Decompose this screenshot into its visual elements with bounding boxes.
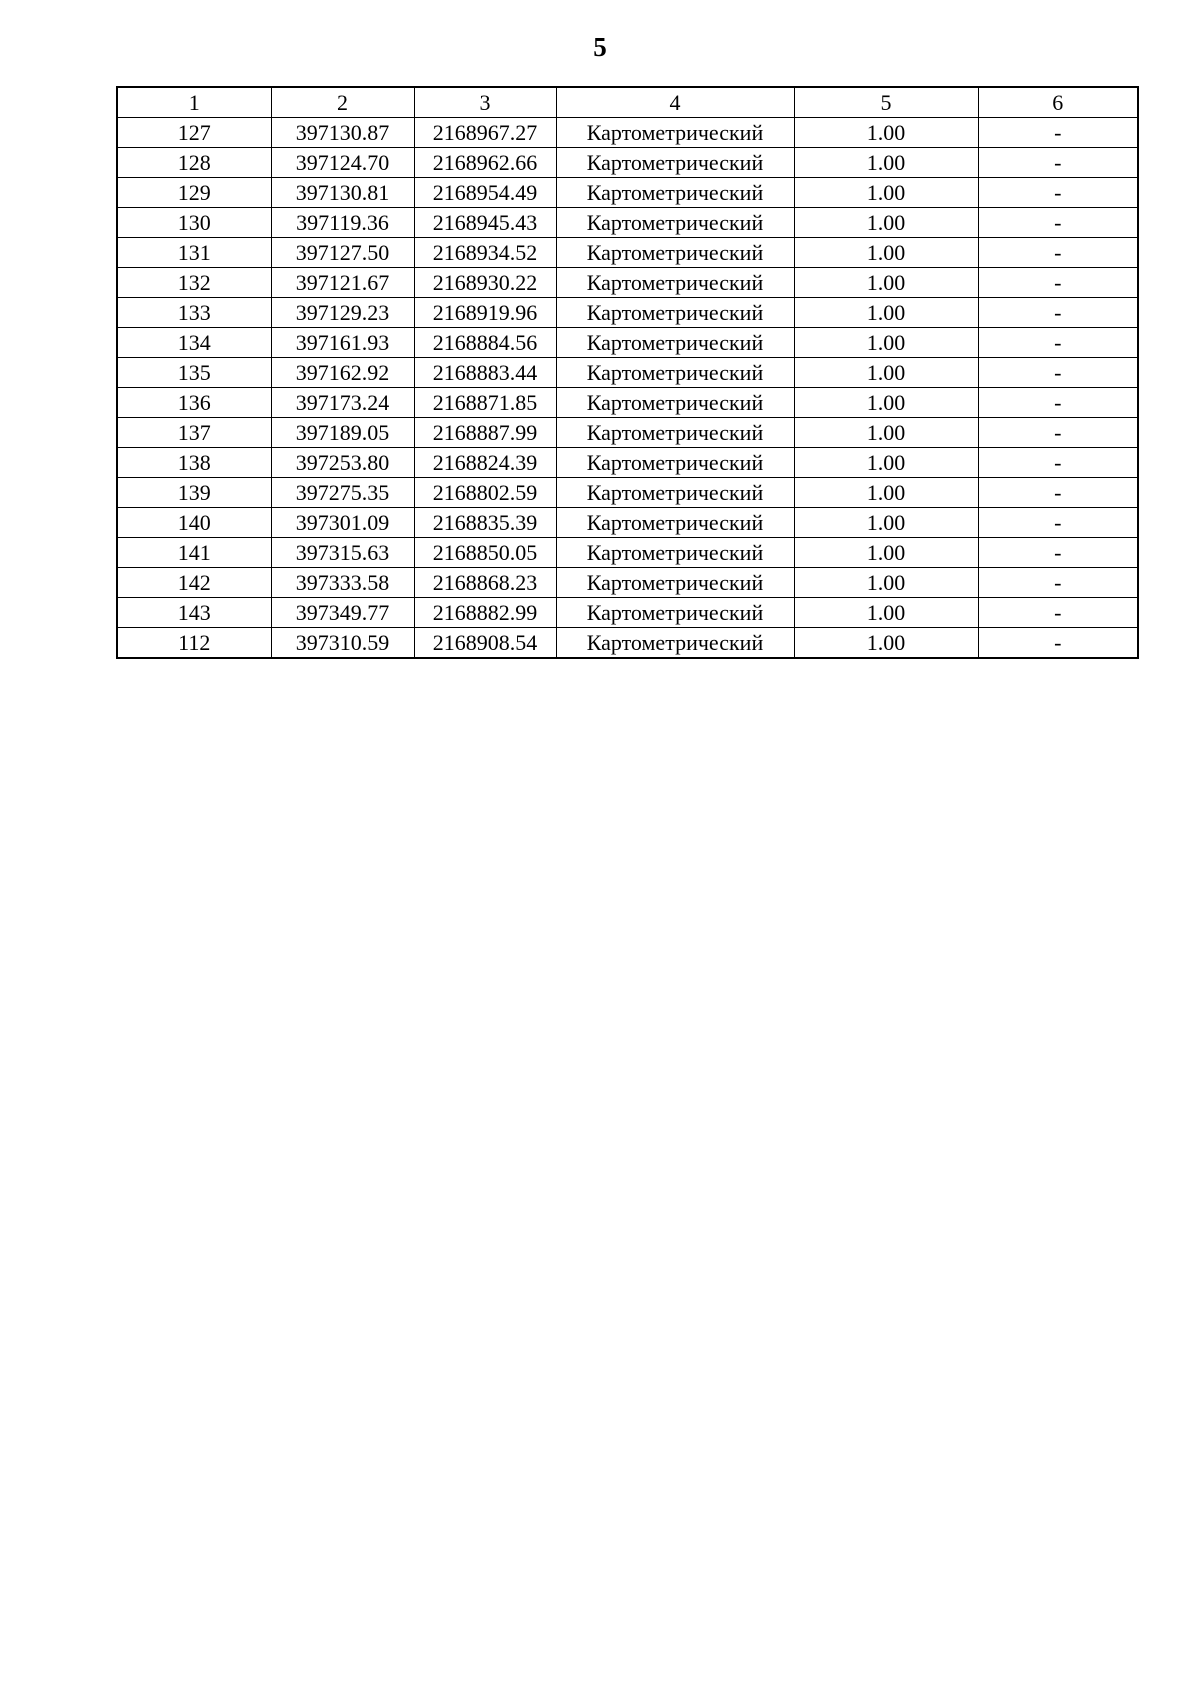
table-row xyxy=(117,478,1138,508)
cell-note: - xyxy=(978,268,1138,298)
table-row xyxy=(117,448,1138,478)
cell-note: - xyxy=(978,238,1138,268)
cell-coord-y: 2168954.49 xyxy=(414,178,556,208)
cell-accuracy: 1.00 xyxy=(794,118,978,148)
cell-note: - xyxy=(978,418,1138,448)
cell-coord-y: 2168871.85 xyxy=(414,388,556,418)
cell-method: Картометрический xyxy=(556,118,794,148)
cell-accuracy: 1.00 xyxy=(794,268,978,298)
cell-coord-x: 397124.70 xyxy=(271,148,414,178)
cell-method: Картометрический xyxy=(556,268,794,298)
cell-method: Картометрический xyxy=(556,628,794,659)
cell-coord-y: 2168850.05 xyxy=(414,538,556,568)
cell-coord-x: 397189.05 xyxy=(271,418,414,448)
cell-point-number: 137 xyxy=(117,418,271,448)
cell-coord-x: 397130.81 xyxy=(271,178,414,208)
cell-point-number: 141 xyxy=(117,538,271,568)
header-cell: 2 xyxy=(271,87,414,118)
cell-coord-x: 397253.80 xyxy=(271,448,414,478)
cell-coord-x: 397162.92 xyxy=(271,358,414,388)
cell-note: - xyxy=(978,178,1138,208)
cell-accuracy: 1.00 xyxy=(794,388,978,418)
cell-coord-y: 2168887.99 xyxy=(414,418,556,448)
cell-coord-x: 397161.93 xyxy=(271,328,414,358)
table-row xyxy=(117,118,1138,148)
cell-coord-y: 2168930.22 xyxy=(414,268,556,298)
cell-point-number: 129 xyxy=(117,178,271,208)
cell-coord-x: 397130.87 xyxy=(271,118,414,148)
cell-method: Картометрический xyxy=(556,598,794,628)
table-header xyxy=(117,87,1138,118)
cell-coord-y: 2168835.39 xyxy=(414,508,556,538)
cell-point-number: 132 xyxy=(117,268,271,298)
table-row xyxy=(117,628,1138,659)
cell-coord-y: 2168945.43 xyxy=(414,208,556,238)
cell-point-number: 128 xyxy=(117,148,271,178)
cell-coord-x: 397119.36 xyxy=(271,208,414,238)
table-row xyxy=(117,208,1138,238)
cell-point-number: 136 xyxy=(117,388,271,418)
cell-accuracy: 1.00 xyxy=(794,358,978,388)
header-cell: 6 xyxy=(978,87,1138,118)
cell-coord-y: 2168884.56 xyxy=(414,328,556,358)
cell-method: Картометрический xyxy=(556,208,794,238)
cell-method: Картометрический xyxy=(556,568,794,598)
cell-point-number: 142 xyxy=(117,568,271,598)
cell-accuracy: 1.00 xyxy=(794,298,978,328)
cell-note: - xyxy=(978,538,1138,568)
table-row xyxy=(117,238,1138,268)
cell-accuracy: 1.00 xyxy=(794,628,978,659)
cell-point-number: 131 xyxy=(117,238,271,268)
table-row xyxy=(117,508,1138,538)
cell-accuracy: 1.00 xyxy=(794,508,978,538)
table-row xyxy=(117,418,1138,448)
cell-point-number: 139 xyxy=(117,478,271,508)
cell-method: Картометрический xyxy=(556,448,794,478)
header-cell: 4 xyxy=(556,87,794,118)
cell-coord-y: 2168919.96 xyxy=(414,298,556,328)
cell-accuracy: 1.00 xyxy=(794,238,978,268)
cell-coord-x: 397333.58 xyxy=(271,568,414,598)
cell-method: Картометрический xyxy=(556,298,794,328)
cell-coord-x: 397349.77 xyxy=(271,598,414,628)
cell-point-number: 140 xyxy=(117,508,271,538)
cell-method: Картометрический xyxy=(556,148,794,178)
cell-point-number: 127 xyxy=(117,118,271,148)
table-row xyxy=(117,148,1138,178)
cell-accuracy: 1.00 xyxy=(794,448,978,478)
cell-coord-y: 2168967.27 xyxy=(414,118,556,148)
cell-method: Картометрический xyxy=(556,238,794,268)
cell-accuracy: 1.00 xyxy=(794,328,978,358)
cell-note: - xyxy=(978,628,1138,659)
cell-note: - xyxy=(978,388,1138,418)
cell-coord-x: 397310.59 xyxy=(271,628,414,659)
cell-note: - xyxy=(978,598,1138,628)
table-row xyxy=(117,268,1138,298)
cell-coord-y: 2168934.52 xyxy=(414,238,556,268)
cell-note: - xyxy=(978,478,1138,508)
cell-coord-y: 2168868.23 xyxy=(414,568,556,598)
cell-coord-y: 2168962.66 xyxy=(414,148,556,178)
cell-coord-x: 397121.67 xyxy=(271,268,414,298)
cell-method: Картометрический xyxy=(556,418,794,448)
cell-accuracy: 1.00 xyxy=(794,538,978,568)
cell-accuracy: 1.00 xyxy=(794,208,978,238)
cell-method: Картометрический xyxy=(556,328,794,358)
cell-coord-x: 397127.50 xyxy=(271,238,414,268)
cell-note: - xyxy=(978,118,1138,148)
header-cell: 5 xyxy=(794,87,978,118)
cell-point-number: 143 xyxy=(117,598,271,628)
cell-accuracy: 1.00 xyxy=(794,178,978,208)
cell-note: - xyxy=(978,508,1138,538)
cell-accuracy: 1.00 xyxy=(794,148,978,178)
cell-coord-y: 2168883.44 xyxy=(414,358,556,388)
cell-method: Картометрический xyxy=(556,478,794,508)
cell-method: Картометрический xyxy=(556,508,794,538)
cell-note: - xyxy=(978,298,1138,328)
cell-coord-x: 397173.24 xyxy=(271,388,414,418)
table-row xyxy=(117,328,1138,358)
header-row xyxy=(117,87,1138,118)
cell-point-number: 130 xyxy=(117,208,271,238)
cell-point-number: 138 xyxy=(117,448,271,478)
cell-accuracy: 1.00 xyxy=(794,598,978,628)
cell-point-number: 133 xyxy=(117,298,271,328)
table-row xyxy=(117,298,1138,328)
table-row xyxy=(117,358,1138,388)
cell-note: - xyxy=(978,358,1138,388)
cell-accuracy: 1.00 xyxy=(794,418,978,448)
cell-method: Картометрический xyxy=(556,358,794,388)
cell-method: Картометрический xyxy=(556,538,794,568)
table-body xyxy=(117,118,1138,659)
cell-coord-y: 2168908.54 xyxy=(414,628,556,659)
cell-coord-y: 2168802.59 xyxy=(414,478,556,508)
cell-note: - xyxy=(978,148,1138,178)
cell-coord-y: 2168882.99 xyxy=(414,598,556,628)
table-row xyxy=(117,178,1138,208)
cell-coord-y: 2168824.39 xyxy=(414,448,556,478)
table-row xyxy=(117,538,1138,568)
coordinates-table xyxy=(116,86,1139,659)
cell-note: - xyxy=(978,568,1138,598)
cell-point-number: 112 xyxy=(117,628,271,659)
cell-coord-x: 397129.23 xyxy=(271,298,414,328)
cell-point-number: 134 xyxy=(117,328,271,358)
cell-coord-x: 397301.09 xyxy=(271,508,414,538)
header-cell: 1 xyxy=(117,87,271,118)
table-row xyxy=(117,568,1138,598)
table-row xyxy=(117,598,1138,628)
cell-point-number: 135 xyxy=(117,358,271,388)
cell-accuracy: 1.00 xyxy=(794,478,978,508)
cell-note: - xyxy=(978,328,1138,358)
cell-method: Картометрический xyxy=(556,178,794,208)
table-row xyxy=(117,388,1138,418)
cell-method: Картометрический xyxy=(556,388,794,418)
cell-coord-x: 397315.63 xyxy=(271,538,414,568)
header-cell: 3 xyxy=(414,87,556,118)
cell-note: - xyxy=(978,448,1138,478)
page-number: 5 xyxy=(593,32,607,62)
cell-note: - xyxy=(978,208,1138,238)
cell-accuracy: 1.00 xyxy=(794,568,978,598)
cell-coord-x: 397275.35 xyxy=(271,478,414,508)
